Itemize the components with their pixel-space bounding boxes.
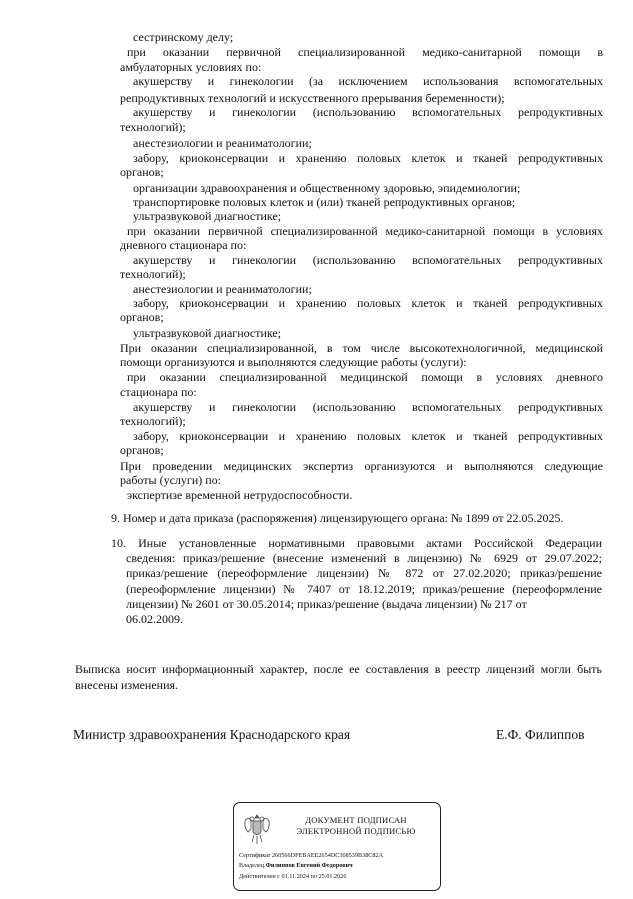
- certificate-label: Сертификат: [239, 852, 271, 859]
- order-number-line: 9. Номер и дата приказа (распоряжения) лицензирующего органа: № 1899 от 22.05.2025.: [111, 511, 564, 525]
- text-line: органов;: [120, 310, 164, 324]
- text-line: забору, криоконсервации и хранению половых клеток и тканей репродуктивных: [133, 296, 603, 310]
- owner-label: Владелец: [239, 862, 265, 869]
- stamp-certificate: [239, 852, 383, 860]
- disclaimer-text: Выписка носит информационный характер, после ее составления в реестр лицензий могли быть: [75, 662, 602, 676]
- text-line: сведения: приказ/решение (внесение изменений в лицензию) № 6929 от 29.07.2022;: [126, 551, 602, 565]
- signatory-position: Министр здравоохранения Краснодарского края: [73, 727, 351, 742]
- text-line: при оказании первичной специализированной медико-санитарной помощи в: [127, 45, 603, 59]
- text-line: органов;: [120, 165, 164, 179]
- text-line: лицензии) № 2601 от 30.05.2014; приказ/решение (выдача лицензии) № 217 от: [126, 597, 527, 611]
- text-line: амбулаторных условиях по:: [120, 60, 262, 74]
- text-line: (переоформление лицензии) № 7407 от 18.12.2019; приказ/решение (переоформление: [126, 582, 602, 596]
- certificate-id: 260566DFEBAEE2654DC308539B38C82A: [272, 852, 384, 859]
- text-line: технологий);: [120, 120, 186, 134]
- text-line: репродуктивных технологий и искусственного прерывания беременности);: [120, 91, 505, 105]
- text-line: забору, криоконсервации и хранению половых клеток и тканей репродуктивных: [133, 429, 603, 443]
- disclaimer-text: внесены изменения.: [75, 678, 179, 692]
- text-line: работы (услуги) по:: [120, 473, 221, 487]
- text-line: транспортировке половых клеток и (или) тканей репродуктивных органов;: [133, 195, 516, 209]
- text-line: сестринскому делу;: [133, 30, 234, 44]
- signatory-name: Е.Ф. Филиппов: [496, 727, 585, 742]
- text-line: экспертизе временной нетрудоспособности.: [127, 488, 353, 502]
- text-line: стационара по:: [120, 385, 197, 399]
- text-line: акушерству и гинекологии (использованию вспомогательных репродуктивных: [133, 253, 603, 267]
- text-line: технологий);: [120, 414, 186, 428]
- text-line: при оказании первичной специализированной медико-санитарной помощи в условиях: [127, 224, 603, 238]
- text-line: 06.02.2009.: [126, 612, 183, 626]
- owner-name: Филиппов Евгений Федорович: [265, 862, 353, 869]
- text-line: анестезиологии и реаниматологии;: [133, 282, 312, 296]
- text-line: анестезиологии и реаниматологии;: [133, 136, 312, 150]
- text-line: акушерству и гинекологии (использованию вспомогательных репродуктивных: [133, 105, 603, 119]
- text-line: акушерству и гинекологии (использованию вспомогательных репродуктивных: [133, 400, 603, 414]
- text-line: при оказании специализированной медицинской помощи в условиях дневного: [127, 370, 603, 384]
- text-line: ультразвуковой диагностике;: [133, 326, 282, 340]
- coat-of-arms-icon: [242, 812, 272, 846]
- stamp-title: ДОКУМЕНТ ПОДПИСАН: [305, 815, 407, 825]
- text-line: помощи организуются и выполняются следующие работы (услуги):: [120, 355, 467, 369]
- stamp-validity: Действителен с 01.11.2024 по 25.01.2026: [239, 873, 347, 880]
- text-line: При проведении медицинских экспертиз организуются и выполняются следующие: [120, 459, 603, 473]
- text-line: 10. Иные установленные нормативными правовыми актами Российской Федерации: [111, 536, 602, 550]
- text-line: забору, криоконсервации и хранению половых клеток и тканей репродуктивных: [133, 151, 603, 165]
- text-line: организации здравоохранения и общественному здоровью, эпидемиологии;: [133, 181, 521, 195]
- text-line: ультразвуковой диагностике;: [133, 209, 282, 223]
- text-line: При оказании специализированной, в том числе высокотехнологичной, медицинской: [120, 341, 603, 355]
- electronic-signature-stamp: [233, 802, 441, 891]
- text-line: акушерству и гинекологии (за исключением использования вспомогательных: [133, 74, 603, 88]
- text-line: приказ/решение (переоформление лицензии) № 872 от 27.02.2020; приказ/решение: [126, 566, 602, 580]
- stamp-owner: [239, 862, 353, 870]
- text-line: дневного стационара по:: [120, 238, 247, 252]
- text-line: технологий);: [120, 267, 186, 281]
- stamp-subtitle: ЭЛЕКТРОННОЙ ПОДПИСЬЮ: [296, 826, 416, 836]
- text-line: органов;: [120, 443, 164, 457]
